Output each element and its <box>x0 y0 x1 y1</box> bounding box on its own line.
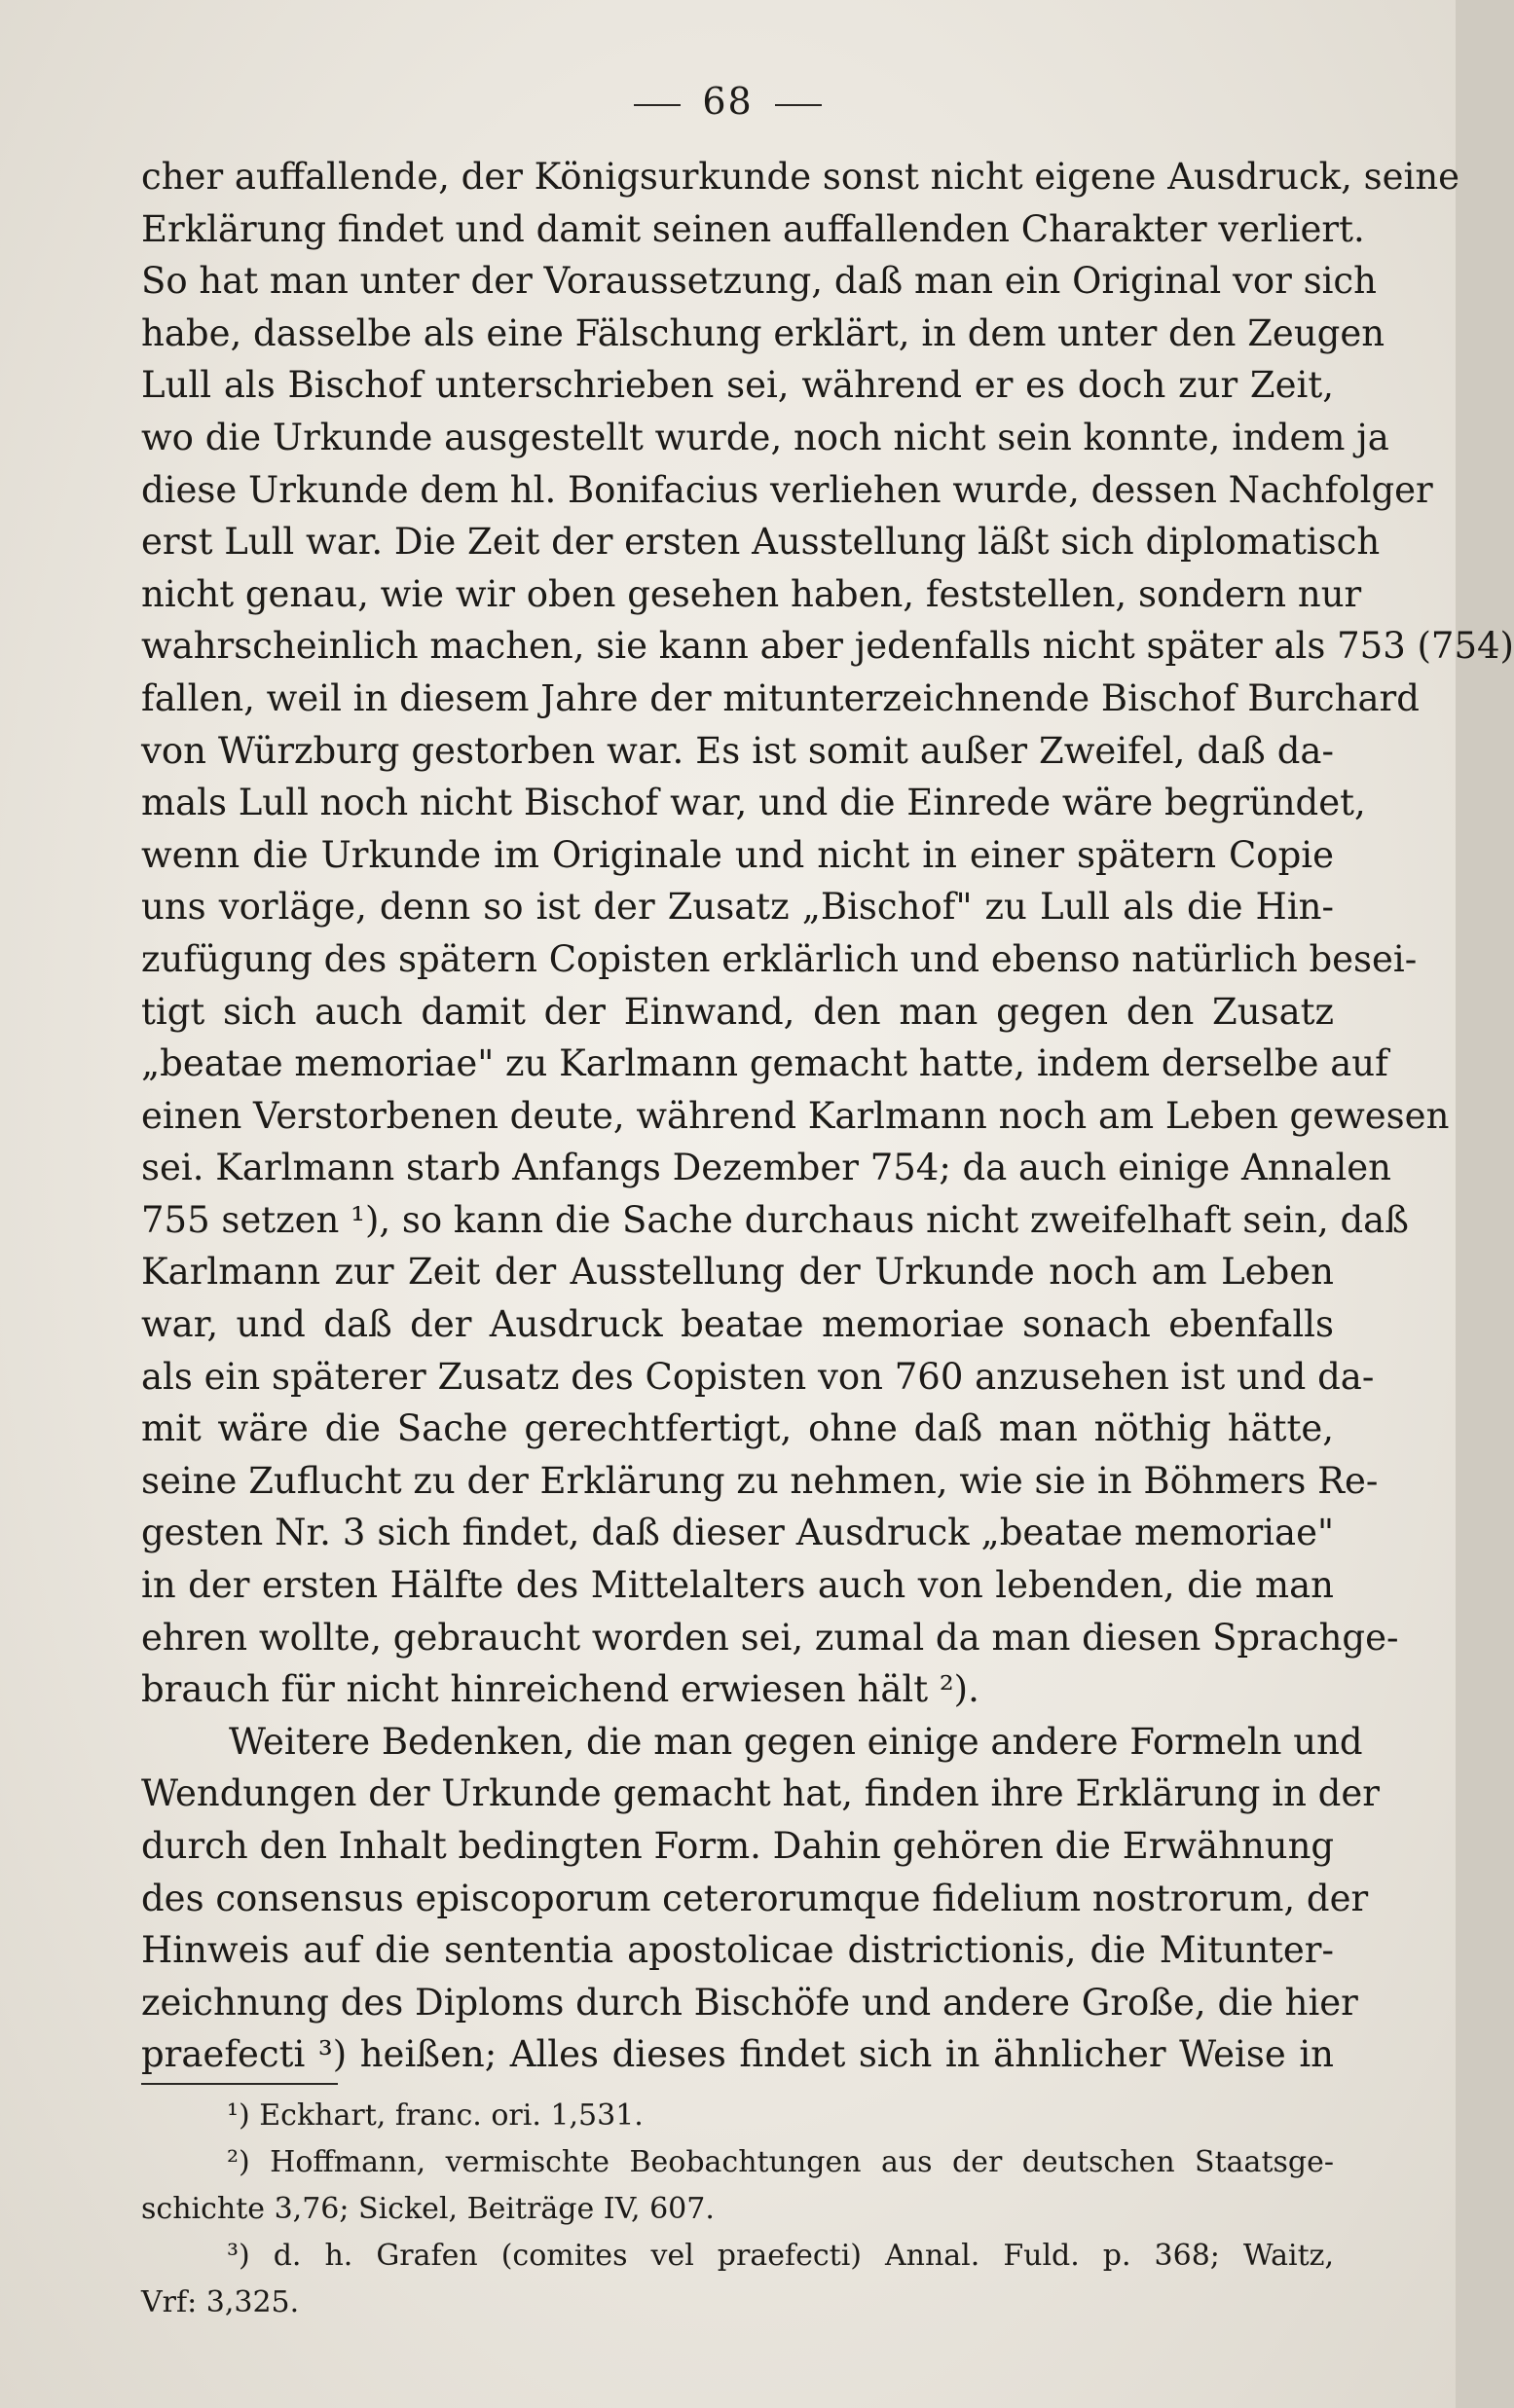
text-line: brauch für nicht hinreichend erwiesen hält ²). <box>141 1668 979 1711</box>
text-line: Karlmann zur Zeit der Ausstellung der Urkunde noch am Leben <box>141 1251 1334 1294</box>
text-line: zeichnung des Diploms durch Bischöfe und andere Große, die hier <box>141 1981 1358 2024</box>
text-line: erst Lull war. Die Zeit der ersten Ausstellung läßt sich diplomatisch <box>141 521 1381 564</box>
text-line: in der ersten Hälfte des Mittelalters auch von lebenden, die man <box>141 1564 1334 1607</box>
text-line: Hinweis auf die sententia apostolicae districtionis, die Mitunter- <box>141 1929 1334 1972</box>
text-line: mit wäre die Sache gerechtfertigt, ohne daß man nöthig hätte, <box>141 1407 1334 1450</box>
text-line: wenn die Urkunde im Originale und nicht in einer spätern Copie <box>141 833 1334 876</box>
text-line: als ein späterer Zusatz des Copisten von 760 anzusehen ist und da- <box>141 1355 1375 1398</box>
text-line: durch den Inhalt bedingten Form. Dahin gehören die Erwähnung <box>141 1825 1335 1867</box>
footnote-line: ³) d. h. Grafen (comites vel praefecti) Annal. Fuld. p. 368; Waitz, <box>227 2239 1334 2273</box>
footnote-line: Vrf: 3,325. <box>141 2285 300 2319</box>
text-line: Weitere Bedenken, die man gegen einige andere Formeln und <box>229 1720 1363 1763</box>
text-line: uns vorläge, denn so ist der Zusatz „Bischof" zu Lull als die Hin- <box>141 886 1334 929</box>
text-line: wahrscheinlich machen, sie kann aber jedenfalls nicht später als 753 (754) <box>141 625 1514 668</box>
header-dash-right <box>775 104 822 106</box>
footnotes <box>141 2093 1334 2326</box>
text-line: Wendungen der Urkunde gemacht hat, finden ihre Erklärung in der <box>141 1772 1380 1815</box>
footnote-line: ¹) Eckhart, franc. ori. 1,531. <box>227 2098 644 2133</box>
text-line: praefecti ³) heißen; Alles dieses findet sich in ähnlicher Weise in <box>141 2033 1334 2076</box>
text-line: ehren wollte, gebraucht worden sei, zumal da man diesen Sprachge- <box>141 1616 1399 1659</box>
footnote-separator <box>141 2083 338 2085</box>
text-line: „beatae memoriae" zu Karlmann gemacht hatte, indem derselbe auf <box>141 1042 1388 1085</box>
page-number: 68 <box>702 80 754 123</box>
text-line: seine Zuflucht zu der Erklärung zu nehmen, wie sie in Böhmers Re- <box>141 1459 1379 1502</box>
text-line: Lull als Bischof unterschrieben sei, während er es doch zur Zeit, <box>141 364 1334 407</box>
page-header <box>0 80 1456 123</box>
text-line: zufügung des spätern Copisten erklärlich und ebenso natürlich besei- <box>141 937 1418 980</box>
text-line: einen Verstorbenen deute, während Karlmann noch am Leben gewesen <box>141 1094 1450 1137</box>
footnote-line: ²) Hoffmann, vermischte Beobachtungen aus der deutschen Staatsge- <box>227 2145 1334 2179</box>
body-text <box>141 151 1514 2081</box>
text-line: diese Urkunde dem hl. Bonifacius verliehen wurde, dessen Nachfolger <box>141 468 1433 511</box>
text-line: cher auffallende, der Königsurkunde sonst nicht eigene Ausdruck, seine <box>141 156 1460 198</box>
text-line: wo die Urkunde ausgestellt wurde, noch nicht sein konnte, indem ja <box>141 416 1389 458</box>
text-line: war, und daß der Ausdruck beatae memoriae sonach ebenfalls <box>141 1303 1334 1346</box>
header-dash-left <box>634 104 681 106</box>
text-line: nicht genau, wie wir oben gesehen haben, feststellen, sondern nur <box>141 572 1362 615</box>
text-line: gesten Nr. 3 sich findet, daß dieser Ausdruck „beatae memoriae" <box>141 1512 1334 1554</box>
footnote-line: schichte 3,76; Sickel, Beiträge IV, 607. <box>141 2192 715 2226</box>
text-line: Erklärung findet und damit seinen auffallenden Charakter verliert. <box>141 207 1365 250</box>
text-line: tigt sich auch damit der Einwand, den man gegen den Zusatz <box>141 990 1334 1033</box>
text-line: von Würzburg gestorben war. Es ist somit außer Zweifel, daß da- <box>141 729 1334 772</box>
text-line: fallen, weil in diesem Jahre der mitunterzeichnende Bischof Burchard <box>141 676 1420 719</box>
text-line: sei. Karlmann starb Anfangs Dezember 754; da auch einige Annalen <box>141 1147 1391 1189</box>
text-line: des consensus episcoporum ceterorumque fidelium nostrorum, der <box>141 1877 1369 1919</box>
text-line: So hat man unter der Voraussetzung, daß man ein Original vor sich <box>141 260 1377 303</box>
text-line: habe, dasselbe als eine Fälschung erklärt, in dem unter den Zeugen <box>141 311 1385 354</box>
text-line: 755 setzen ¹), so kann die Sache durchaus nicht zweifelhaft sein, daß <box>141 1198 1409 1241</box>
text-line: mals Lull noch nicht Bischof war, und die Einrede wäre begründet, <box>141 782 1366 824</box>
